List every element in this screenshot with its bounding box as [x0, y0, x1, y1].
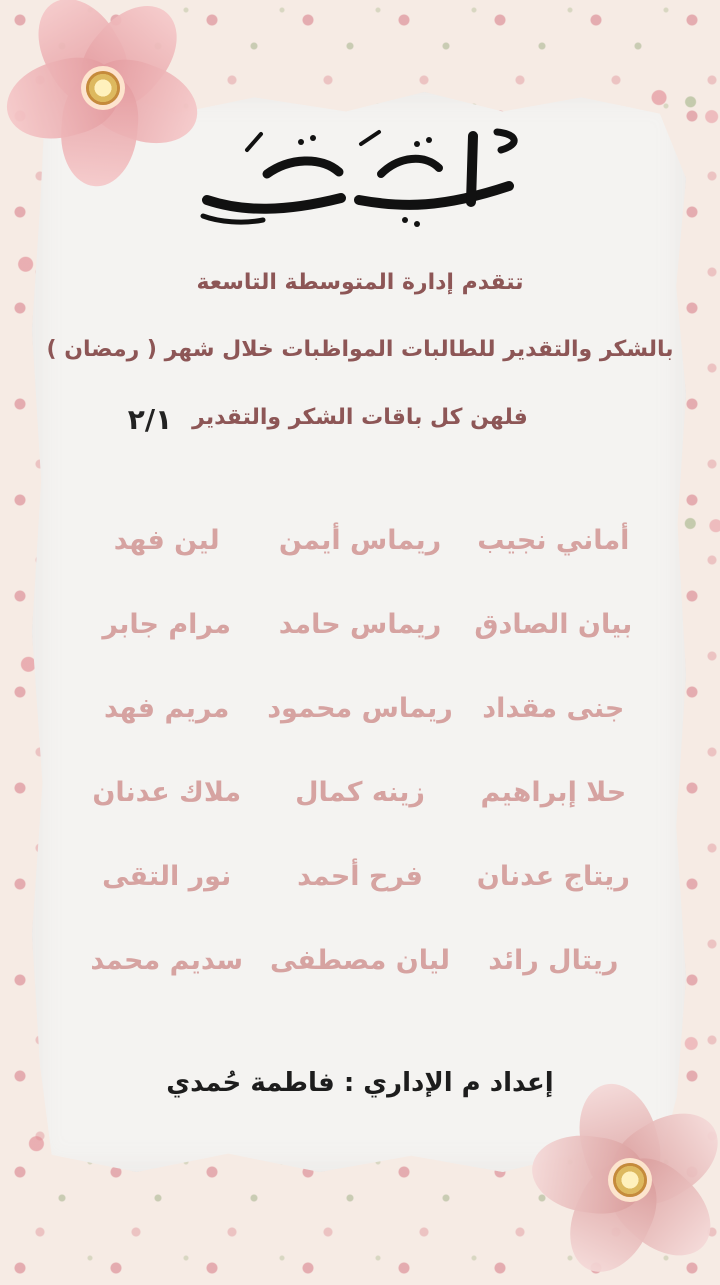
names-row: [70, 582, 650, 666]
name-item: ريماس أيمن: [278, 524, 442, 556]
name-item: ريماس حامد: [278, 608, 442, 640]
calligraphy-title: [185, 116, 535, 232]
name-item: ريماس محمود: [267, 692, 453, 724]
name-item: حلا إبراهيم: [480, 776, 627, 808]
bottom-flower-icon: [540, 1090, 720, 1270]
names-row: [70, 498, 650, 582]
intro-line-1: تتقدم إدارة المتوسطة التاسعة: [196, 270, 524, 295]
footer-credit: إعداد م الإداري : فاطمة حُمدي: [166, 1068, 554, 1098]
name-item: ريتال رائد: [488, 944, 619, 976]
name-item: مرام جابر: [102, 608, 231, 640]
top-flower-icon: [10, 0, 195, 175]
names-row: [70, 834, 650, 918]
name-item: بيان الصادق: [474, 608, 633, 640]
name-item: مريم فهد: [104, 692, 230, 724]
name-item: ليان مصطفى: [269, 944, 451, 976]
names-row: [70, 918, 650, 1002]
name-item: أماني نجيب: [477, 524, 630, 556]
name-item: ريتاج عدنان: [476, 860, 630, 892]
name-item: زينه كمال: [295, 776, 425, 808]
name-item: لين فهد: [113, 524, 220, 556]
names-row: [70, 750, 650, 834]
intro-line-2: بالشكر والتقدير للطالبات المواظبات خلال شهر ( رمضان ): [46, 337, 674, 362]
names-row: [70, 666, 650, 750]
name-item: ملاك عدنان: [92, 776, 242, 808]
name-item: سديم محمد: [90, 944, 244, 976]
page-number: ٢/١: [127, 403, 173, 436]
intro-line-3: فلهن كل باقات الشكر والتقدير: [192, 405, 528, 430]
name-item: جنى مقداد: [482, 692, 625, 724]
names-grid: [70, 498, 650, 1002]
name-item: فرح أحمد: [297, 860, 423, 892]
name-item: نور التقى: [102, 860, 232, 892]
